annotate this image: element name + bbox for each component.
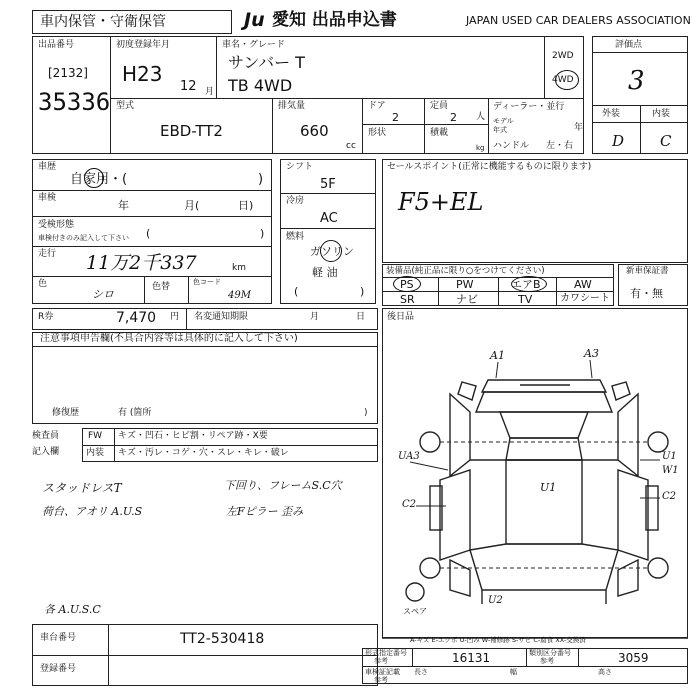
type-number-label: 形式指定番号 xyxy=(365,649,407,657)
remark-3: 荷台、アオリ A.U.S xyxy=(42,505,143,518)
fuel-gasoline: ガソリン xyxy=(310,245,354,258)
dimensions-width: 幅 xyxy=(510,668,517,676)
first-registration-month: 12 xyxy=(180,79,197,94)
model-label: 型式 xyxy=(116,101,135,111)
inspection-form-note: 車検付きのみ記入して下さい xyxy=(38,234,129,242)
inspection-label: 車検 xyxy=(38,193,57,203)
inspector-interior-text: キズ・汚レ・コゲ・穴・スレ・キレ・破レ xyxy=(118,448,289,458)
inspection-year: 年 xyxy=(118,199,129,212)
equipment-aw: AW xyxy=(574,278,592,291)
association-name: JAPAN USED CAR DEALERS ASSOCIATION xyxy=(466,14,691,27)
damage-mark-a3: A3 xyxy=(584,347,599,360)
car-name: サンバー T xyxy=(228,53,305,72)
damage-mark-u2: U2 xyxy=(488,595,503,606)
remark-4: 左Fピラー 歪み xyxy=(226,505,304,518)
handle-options: 左・右 xyxy=(546,141,574,151)
inspection-day: 日) xyxy=(238,199,254,212)
color-label: 色 xyxy=(38,279,48,289)
equipment-leather: カワシート xyxy=(560,293,610,304)
model-year-unit: 年 xyxy=(574,123,584,133)
dimensions-note: 参考 xyxy=(374,676,388,684)
recycle-unit: 円 xyxy=(170,312,180,322)
remark-5: 各 A.U.S.C xyxy=(44,603,101,616)
grade-label: 評価点 xyxy=(615,40,643,50)
drive-4wd: 4WD xyxy=(552,75,574,85)
notice-month: 月 xyxy=(310,312,320,322)
type-number-value: 16131 xyxy=(452,651,491,665)
color-code-value: 49M xyxy=(228,290,251,301)
equipment-airbag: エアB xyxy=(511,278,541,291)
equipment-ps: PS xyxy=(400,278,414,291)
notice-day: 日 xyxy=(356,312,366,322)
inspector-label-1: 検査員 xyxy=(32,431,60,441)
dimensions-height: 高さ xyxy=(598,668,612,676)
type-number-ref: 参考 xyxy=(374,657,388,665)
damage-mark-u1-center: U1 xyxy=(540,481,557,494)
model-year-label-1: モデル xyxy=(493,117,514,125)
damage-mark-ua3: UA3 xyxy=(398,451,420,462)
doors-label: ドア xyxy=(368,101,386,111)
equipment-tv: TV xyxy=(518,293,533,306)
recycle-value: 7,470 xyxy=(116,310,157,326)
dimensions-label: 車検証記載 xyxy=(365,668,400,676)
fuel-diesel: 軽 油 xyxy=(312,266,338,279)
storage-label: 車内保管・守衛保管 xyxy=(40,14,166,30)
shape-label: 形状 xyxy=(368,128,387,138)
inspector-fw-text: キズ・凹石・ヒビ割・リペア跡・X要 xyxy=(118,431,268,441)
color-change-label: 色替 xyxy=(152,282,171,292)
first-registration-month-unit: 月 xyxy=(205,87,215,97)
sales-point-value: F5+EL xyxy=(398,188,484,216)
damage-mark-a1: A1 xyxy=(490,349,505,362)
car-name-label: 車名・グレード xyxy=(222,40,286,50)
history-close: ) xyxy=(258,172,264,187)
exterior-label: 外装 xyxy=(602,109,621,119)
repair-value: 有 (箇所 xyxy=(118,408,152,418)
displacement-label: 排気量 xyxy=(278,101,306,111)
chassis-value: TT2-530418 xyxy=(180,631,265,647)
fuel-label: 燃料 xyxy=(286,232,305,242)
remark-1: スタッドレスT xyxy=(42,481,122,495)
interior-label: 内装 xyxy=(652,109,671,119)
notes-label: 注意事項申告欄(不具合内容等は具体的に記入して下さい) xyxy=(40,333,298,344)
inspection-month: 月( xyxy=(184,199,200,212)
inspection-form-open: ( xyxy=(146,227,151,240)
warranty-value: 有・無 xyxy=(630,287,663,300)
repair-label: 修復歴 xyxy=(52,408,80,418)
equipment-navi: ナビ xyxy=(456,293,478,306)
damage-mark-c2-left: C2 xyxy=(402,499,417,510)
class-number-ref: 参考 xyxy=(540,657,554,665)
equipment-label: 装備品(純正品に限り○をつけてください) xyxy=(386,266,545,276)
handle-label: ハンドル xyxy=(493,141,530,151)
aircon-value: AC xyxy=(320,211,338,226)
displacement-unit: cc xyxy=(346,141,356,151)
class-number-value: 3059 xyxy=(618,651,649,665)
inspection-form-close: ) xyxy=(260,227,265,240)
history-value: 自家用・( xyxy=(70,172,128,187)
load-label: 積載 xyxy=(430,128,449,138)
model-value: EBD-TT2 xyxy=(160,122,223,140)
registration-label: 登録番号 xyxy=(40,664,77,674)
capacity-value: 2 xyxy=(450,111,457,124)
damage-legend: A-キズ E-エクボ U-凹み W-補修跡 S-サビ C-腐食 XX-交換済 xyxy=(410,636,586,644)
fuel-paren-open: ( xyxy=(294,285,299,298)
capacity-label: 定員 xyxy=(430,101,449,111)
load-unit: kg xyxy=(476,144,485,152)
lot-number: 35336 xyxy=(38,88,111,116)
notice-label: 名変通知期限 xyxy=(194,312,249,322)
lot-number-label: 出品番号 xyxy=(38,40,75,50)
inspector-label-2: 記入欄 xyxy=(32,447,60,457)
model-year-label-2: 年式 xyxy=(493,126,507,134)
first-registration-year: H23 xyxy=(122,62,163,86)
equipment-pw: PW xyxy=(456,278,474,291)
dealer-label: ディーラー・並行 xyxy=(493,102,565,112)
inspector-fw: FW xyxy=(88,431,103,441)
mileage-value: 11万2千337 xyxy=(86,252,197,274)
interior-value: C xyxy=(660,132,672,150)
delivery-label: 後日品 xyxy=(387,312,415,322)
color-value: シロ xyxy=(92,288,114,301)
mileage-unit: km xyxy=(232,263,246,273)
grade-value: 3 xyxy=(628,66,645,96)
drive-2wd: 2WD xyxy=(552,51,574,61)
recycle-label: R券 xyxy=(38,312,54,322)
damage-mark-c2-right: C2 xyxy=(662,491,677,502)
equipment-sr: SR xyxy=(400,293,415,306)
remark-2: 下回り、フレームS.C穴 xyxy=(224,479,342,492)
history-label: 車歴 xyxy=(38,162,57,172)
sales-point-label: セールスポイント(正常に機能するものに限ります) xyxy=(387,162,592,172)
color-code-label: 色コード xyxy=(193,278,221,286)
chassis-label: 車台番号 xyxy=(40,633,77,643)
spare-label: スペア xyxy=(403,607,427,616)
class-number-label: 類別区分番号 xyxy=(529,649,571,657)
inspection-form-label: 受検形態 xyxy=(38,220,75,230)
dimensions-length: 長さ xyxy=(414,668,428,676)
exterior-value: D xyxy=(612,132,625,150)
lot-sub-number: [2132] xyxy=(48,66,88,80)
ju-logo: Ju xyxy=(244,9,265,31)
doors-value: 2 xyxy=(392,111,399,124)
displacement-value: 660 xyxy=(300,122,329,140)
damage-mark-u1-right: U1 xyxy=(662,451,677,462)
mileage-label: 走行 xyxy=(38,249,57,259)
aircon-label: 冷房 xyxy=(286,196,305,206)
shift-value: 5F xyxy=(320,177,336,192)
car-grade: TB 4WD xyxy=(228,76,293,95)
damage-mark-w1: W1 xyxy=(662,465,679,476)
fuel-paren-close: ) xyxy=(360,285,365,298)
form-title: 愛知 出品申込書 xyxy=(272,10,397,30)
inspector-interior: 内装 xyxy=(86,448,105,458)
capacity-unit: 人 xyxy=(476,112,486,122)
repair-close: ) xyxy=(364,408,368,418)
first-registration-label: 初度登録年月 xyxy=(116,40,171,50)
warranty-label: 新車保証書 xyxy=(626,266,669,276)
shift-label: シフト xyxy=(286,162,314,172)
